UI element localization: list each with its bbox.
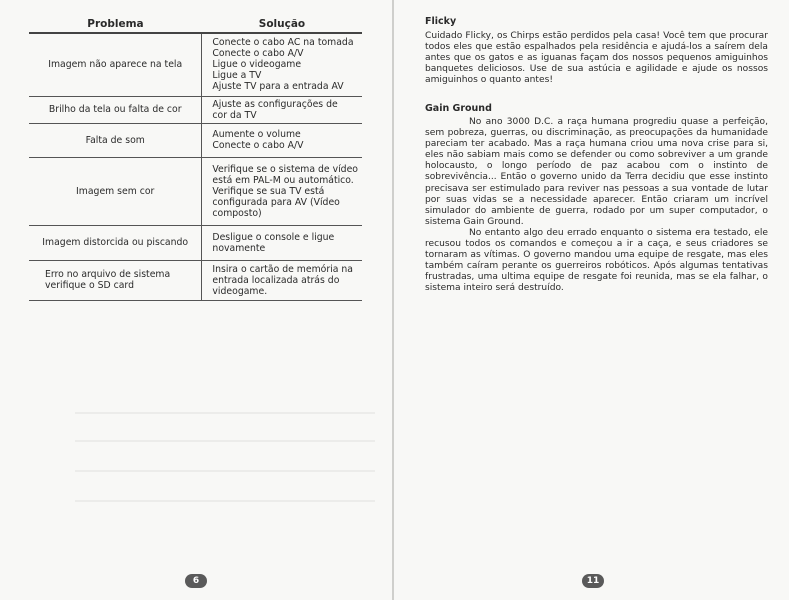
bleed-through-line [75,500,375,502]
solution-cell [202,225,362,260]
table-row [29,96,362,123]
solution-line: composto) [212,207,262,219]
solution-cell [202,123,362,157]
table-row [29,225,362,260]
solution-line: Ligue o videogame [212,59,302,71]
bleed-through-line [75,412,375,414]
problem-cell: Erro no arquivo de sistema verifique o SD card [29,260,202,300]
solution-line: Desligue o console e ligue [212,231,335,243]
solution-line: Verifique se sua TV está [212,185,325,197]
table-row [29,260,362,300]
page-number: 11 [582,574,604,588]
solution-line: Ajuste as configurações de [212,98,338,110]
gain-ground-text-1: No ano 3000 D.C. a raça humana progrediu quase a perfeição, sem pobreza, guerras, ou discriminação, as preocupações da humanidade pareciam ter acabado. Mas a raça humana criou uma nova crise para si, eles não sabiam mais como se defender ou como sobreviver a um grande holocausto, o longo período de paz acabou com o instinto de sobrevivência... Então o governo unido da Terra decidiu que esse instinto precisava ser estimulado para reviver nas pessoas a sua vontade de lutar por suas vidas se a necessidade aparecer. Então criaram um incrível simulador do ambiente de guerra, rodado por um super computador, o sistema Gain Ground. [425,117,768,227]
solution-line: Ligue a TV [212,70,262,82]
table-row [29,123,362,157]
gain-ground-title: Gain Ground [425,103,492,114]
page-number: 6 [185,574,207,588]
left-page [0,0,394,600]
solution-line: Verifique se o sistema de vídeo [212,163,358,175]
gain-ground-paragraph [425,117,768,228]
solution-line: configurada para AV (Vídeo [212,196,340,208]
solution-line: Ajuste TV para a entrada AV [212,81,344,93]
problem-cell: Imagem distorcida ou piscando [29,225,202,260]
solution-line: Conecte o cabo AC na tomada [212,37,354,49]
problem-cell: Brilho da tela ou falta de cor [29,96,202,123]
gain-ground-paragraph [425,228,768,295]
solution-cell [202,157,362,225]
table-row [29,157,362,225]
problem-cell: Imagem não aparece na tela [29,33,202,96]
solution-line: Conecte o cabo A/V [212,48,304,60]
problem-cell: Falta de som [29,123,202,157]
solution-line: cor da TV [212,109,257,121]
solution-line: Insira o cartão de memória na [212,263,353,275]
solution-cell [202,96,362,123]
solution-line: está em PAL-M ou automático. [212,174,354,186]
gain-ground-text-2: No entanto algo deu errado enquanto o sistema era testado, ele recusou todos os comandos e começou a ir a caça, e seus criadores se tornaram as vítimas. O governo mandou uma equipe de resgate, mas eles também caíram perante os guerreiros robóticos. Após algumas tentativas frustradas, uma ultima equipe de resgate foi reunida, mas se ela falhar, o sistema inteiro será destruído. [425,228,768,294]
bleed-through-line [75,440,375,442]
solution-cell [202,260,362,300]
solution-line: novamente [212,242,266,254]
right-page [394,0,789,600]
header-problema: Problema [29,16,202,33]
solution-line: videogame. [212,285,268,297]
table-header-row [29,16,362,33]
problem-cell: Imagem sem cor [29,157,202,225]
troubleshooting-table [29,16,362,301]
header-solucao: Solução [202,16,362,33]
solution-line: Conecte o cabo A/V [212,140,304,151]
flicky-description: Cuidado Flicky, os Chirps estão perdidos pela casa! Você tem que procurar todos eles que estão espalhados pela residência e ajudá-los a saírem dela antes que os gatos e as iguanas façam dos nossos pequenos amiguinhos banquetes deliciosos. Use de sua astúcia e agilidade e ajude os nossos amiguinhos o quanto antes! [425,31,768,86]
flicky-title: Flicky [425,16,457,27]
table-row [29,33,362,96]
solution-cell [202,33,362,96]
solution-line: entrada localizada atrás do [212,274,340,286]
bleed-through-line [75,470,375,472]
solution-line: Aumente o volume [212,129,301,140]
